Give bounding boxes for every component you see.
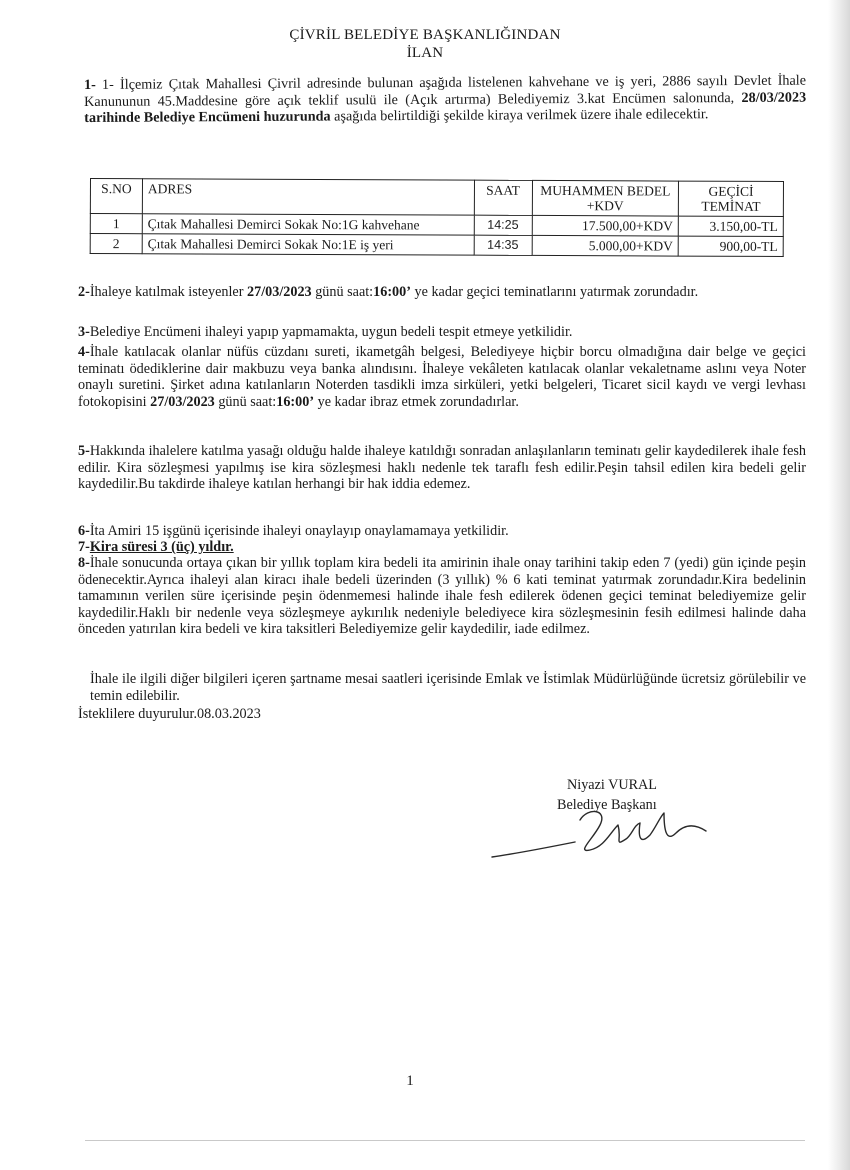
header-gecici: GEÇİCİ TEMİNAT bbox=[678, 181, 783, 216]
paragraph-4-text: İhale katılacak olanlar nüfüs cüzdanı sureti, ikametgâh belgesi, Belediyeye hiçbir borcu olmadığına dair belge ve geçici teminatı ödediklerine dair makbuzu veya banka alındısını. İhaleye vekâleten katılacak olanlar vekaletname aslını veya Noter onaylı suretini. Şirket adına katılanların Noterden tasdikli imza sirküleri, yetki belgeleri, Ticaret sicil kaydı ve vergi levhası fotokopisini bbox=[78, 344, 806, 410]
header-saat: SAAT bbox=[474, 180, 532, 215]
paragraph-7-text: Kira süresi 3 (üç) yıldır. bbox=[89, 539, 234, 555]
paragraph-2-number: 2- bbox=[78, 284, 90, 300]
paragraph-1-text: 1- İlçemiz Çıtak Mahallesi Çivril adresinde bulunan aşağıda listelenen kahvehane ve iş yeri, 2886 sayılı Devlet İhale Kanununun 45.Maddesine göre açık teklif usulü ile (Açık artırma) Belediyemiz 3.kat Encümen salonunda, bbox=[84, 72, 807, 110]
paragraph-7-number: 7- bbox=[78, 539, 90, 555]
paragraph-5-text: Hakkında ihalelere katılma yasağı olduğu halde ihaleye katıldığı sonradan anlaşılanların teminatı gelir kaydedilerek ihale fesh edilir. Kira sözleşmesi yapılmış ise kira sözleşmesi haklı nedenle tek taraflı fesh edilir.Peşin tahsil edilen kira bedeli gelir kaydedilir.Bu takdirde ihaleye katılan herhangi bir hak iddia edemez. bbox=[78, 443, 806, 492]
paragraph-4-number: 4- bbox=[78, 344, 90, 360]
paragraph-6 bbox=[78, 523, 806, 540]
paragraph-5-number: 5- bbox=[78, 443, 90, 459]
paragraph-8 bbox=[78, 555, 806, 638]
paragraph-4-text-2: günü saat: bbox=[214, 393, 277, 410]
auction-table bbox=[90, 178, 784, 257]
paragraph-8-number: 8- bbox=[78, 555, 90, 571]
row-muhammen: 5.000,00+KDV bbox=[532, 235, 679, 256]
scan-edge-shadow bbox=[828, 0, 850, 1170]
row-saat: 14:35 bbox=[474, 235, 532, 255]
paragraph-2-text: İhaleye katılmak isteyenler bbox=[89, 284, 248, 300]
signatory-name: Niyazi VURAL bbox=[567, 777, 657, 793]
header-adres: ADRES bbox=[142, 179, 474, 215]
row-adres: Çıtak Mahallesi Demirci Sokak No:1E iş yeri bbox=[142, 234, 474, 255]
header-sno: S.NO bbox=[90, 179, 142, 214]
row-sno: 2 bbox=[90, 234, 142, 254]
handwritten-signature-icon bbox=[480, 795, 730, 875]
announcement-date-line: İsteklilere duyurulur.08.03.2023 bbox=[78, 706, 261, 722]
paragraph-9: İhale ile ilgili diğer bilgileri içeren şartname mesai saatleri içerisinde Emlak ve İstimlak Müdürlüğünde ücretsiz görülebilir ve temin edilebilir. bbox=[90, 671, 806, 704]
table-header-row bbox=[90, 179, 783, 217]
paragraph-1-bold: 28/03/2023 tarihinde Belediye Encümeni huzurunda bbox=[84, 89, 807, 126]
paragraph-1 bbox=[84, 73, 806, 127]
row-muhammen: 17.500,00+KDV bbox=[532, 215, 679, 236]
header-title: İLAN bbox=[406, 45, 444, 61]
paragraph-7 bbox=[78, 539, 806, 556]
paragraph-2-text-2: günü saat: bbox=[311, 284, 374, 300]
paragraph-6-text: İta Amiri 15 işgünü içerisinde ihaleyi onaylayıp onaylamamaya yetkilidir. bbox=[89, 523, 509, 539]
paragraph-3 bbox=[78, 324, 806, 341]
paragraph-2-date: 27/03/2023 bbox=[247, 284, 312, 300]
paragraph-4-date: 27/03/2023 bbox=[150, 393, 215, 410]
paragraph-4 bbox=[78, 344, 806, 410]
paragraph-4-time: 16:00’ bbox=[276, 393, 315, 410]
table-row bbox=[90, 234, 783, 257]
row-gecici: 3.150,00-TL bbox=[678, 216, 783, 236]
paragraph-2 bbox=[78, 284, 806, 301]
row-adres: Çıtak Mahallesi Demirci Sokak No:1G kahvehane bbox=[142, 214, 474, 235]
header-muhammen: MUHAMMEN BEDEL +KDV bbox=[532, 180, 679, 216]
paragraph-2-text-3: ye kadar geçici teminatlarını yatırmak zorundadır. bbox=[410, 284, 699, 300]
scan-bottom-line bbox=[85, 1140, 805, 1141]
paragraph-3-number: 3- bbox=[78, 324, 90, 340]
paragraph-2-time: 16:00’ bbox=[373, 284, 411, 300]
header-authority: ÇİVRİL BELEDİYE BAŞKANLIĞINDAN bbox=[289, 27, 561, 43]
paragraph-6-number: 6- bbox=[78, 523, 90, 539]
paragraph-5 bbox=[78, 443, 806, 493]
row-saat: 14:25 bbox=[474, 215, 532, 235]
paragraph-8-text: İhale sonucunda ortaya çıkan bir yıllık toplam kira bedeli ita amirinin ihale onay tarihini takip eden 7 (yedi) gün içinde peşin ödenecektir.Ayrıca ihaleyi alan kiracı ihale bedeli üzerinden (3 yıllık) % 6 kati teminat yatırmak zorundadır.Kira bedelinin tamamının verilen süre içerisinde peşin ödenmemesi halinde ihale fesh edilerek ödenen geçici teminat belediyemize gelir kaydedilir.Haklı bir nedenle veya sözleşmeye aykırılık nedeniyle belediyece kira sözleşmesinin fesih edilmesi halinde daha önceden yatırılan kira bedeli ve kira taksitleri Belediyemize gelir kaydedilir, iade edilmez. bbox=[78, 555, 806, 637]
row-gecici: 900,00-TL bbox=[678, 236, 783, 256]
paragraph-3-text: Belediye Encümeni ihaleyi yapıp yapmamakta, uygun bedeli tespit etmeye yetkilidir. bbox=[89, 324, 573, 340]
page-number: 1 bbox=[406, 1073, 414, 1089]
signatory-title: Belediye Başkanı bbox=[557, 797, 657, 813]
paragraph-1-number: 1- bbox=[84, 76, 96, 93]
paragraph-1-text-end: aşağıda belirtildiği şekilde kiraya verilmek üzere ihale edilecektir. bbox=[330, 106, 709, 125]
paragraph-4-text-3: ye kadar ibraz etmek zorundadırlar. bbox=[314, 393, 519, 410]
row-sno: 1 bbox=[90, 214, 142, 234]
